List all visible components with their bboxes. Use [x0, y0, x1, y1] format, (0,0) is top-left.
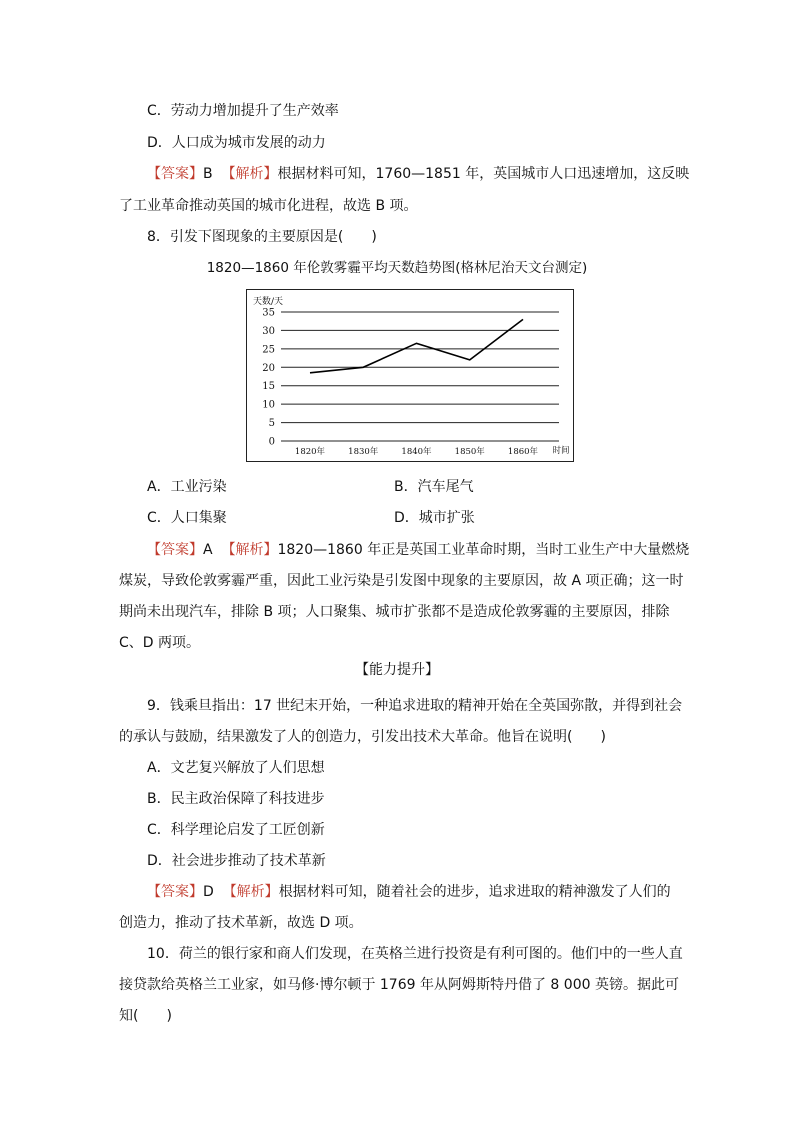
q10-stem-2: 接贷款给英格兰工业家，如马修·博尔顿于 1769 年从阿姆斯特丹借了 8 000 英镑。据此可: [119, 977, 679, 993]
answer-tag: 【答案】: [147, 166, 203, 182]
answer-value: D: [203, 884, 214, 900]
analysis-tag: 【解析】: [221, 542, 278, 558]
q8-option-a: A．工业污染: [147, 479, 227, 495]
series-line: [310, 319, 523, 372]
q9-stem-1: 9．钱乘旦指出：17 世纪末开始，一种追求进取的精神开始在全英国弥散，并得到社会: [147, 698, 683, 714]
q8-analysis-line-3: 期尚未出现汽车，排除 B 项；人口聚集、城市扩张都不是造成伦敦雾霾的主要原因，排除: [119, 604, 670, 620]
y-tick-label: 5: [268, 418, 275, 430]
analysis-tag: 【解析】: [221, 166, 278, 182]
q10-stem-1: 10．荷兰的银行家和商人们发现，在英格兰进行投资是有利可图的。他们中的一些人直: [147, 946, 683, 962]
q8-option-b: B．汽车尾气: [394, 479, 474, 495]
x-tick-label: 1830年: [348, 447, 379, 457]
q9-option-a: A．文艺复兴解放了人们思想: [147, 760, 325, 776]
q7-answer-line: [147, 164, 689, 184]
x-tick-label: 1840年: [401, 447, 432, 457]
q9-answer-line: [147, 882, 671, 902]
q8-analysis-line-4: C、D 两项。: [119, 635, 201, 651]
q9-option-b: B．民主政治保障了科技进步: [147, 791, 325, 807]
q7-option-d: D．人口成为城市发展的动力: [147, 135, 326, 151]
q8-stem: 8．引发下图现象的主要原因是( ): [147, 229, 377, 245]
y-tick-label: 30: [262, 325, 275, 337]
section-heading: 【能力提升】: [355, 662, 439, 678]
y-tick-label: 35: [262, 307, 275, 319]
analysis-text: 根据材料可知，1760—1851 年，英国城市人口迅速增加，这反映: [277, 166, 690, 182]
line-chart: [247, 290, 575, 463]
analysis-text: 1820—1860 年正是英国工业革命时期，当时工业生产中大量燃烧: [277, 542, 690, 558]
answer-value: A: [203, 542, 213, 558]
x-tick-label: 1860年: [507, 447, 539, 457]
y-axis-label: 天数/天: [253, 297, 284, 307]
q8-option-d: D．城市扩张: [394, 510, 475, 526]
x-tick-label: 1850年: [454, 447, 485, 457]
analysis-text: 根据材料可知，随着社会的进步，追求进取的精神激发了人们的: [278, 884, 671, 900]
x-tick-label: 1820年: [294, 447, 326, 457]
q9-stem-2: 的承认与鼓励，结果激发了人的创造力，引发出技术大革命。他旨在说明( ): [119, 729, 606, 745]
q9-analysis-line-2: 创造力，推动了技术革新，故选 D 项。: [119, 915, 363, 931]
y-tick-label: 15: [262, 381, 275, 393]
q8-analysis-line-2: 煤炭，导致伦敦雾霾严重，因此工业污染是引发图中现象的主要原因，故 A 项正确；这一时: [119, 573, 684, 589]
q9-option-d: D．社会进步推动了技术革新: [147, 853, 326, 869]
q9-option-c: C．科学理论启发了工匠创新: [147, 822, 325, 838]
chart-title: 1820—1860 年伦敦雾霾平均天数趋势图(格林尼治天文台测定): [206, 260, 588, 276]
chart-frame: [246, 289, 574, 462]
analysis-tag: 【解析】: [222, 884, 279, 900]
answer-value: B: [203, 166, 213, 182]
y-tick-label: 10: [262, 399, 275, 411]
q10-stem-3: 知( ): [119, 1008, 172, 1024]
y-tick-label: 25: [262, 344, 275, 356]
q7-option-c: C．劳动力增加提升了生产效率: [147, 103, 339, 119]
q7-analysis-line-2: 了工业革命推动英国的城市化进程，故选 B 项。: [119, 198, 418, 214]
q8-option-c: C．人口集聚: [147, 510, 227, 526]
x-axis-label: 时间: [552, 446, 570, 456]
y-tick-label: 20: [262, 362, 275, 374]
q8-answer-line: [147, 540, 689, 560]
answer-tag: 【答案】: [147, 884, 203, 900]
answer-tag: 【答案】: [147, 542, 203, 558]
y-tick-label: 0: [268, 436, 275, 448]
